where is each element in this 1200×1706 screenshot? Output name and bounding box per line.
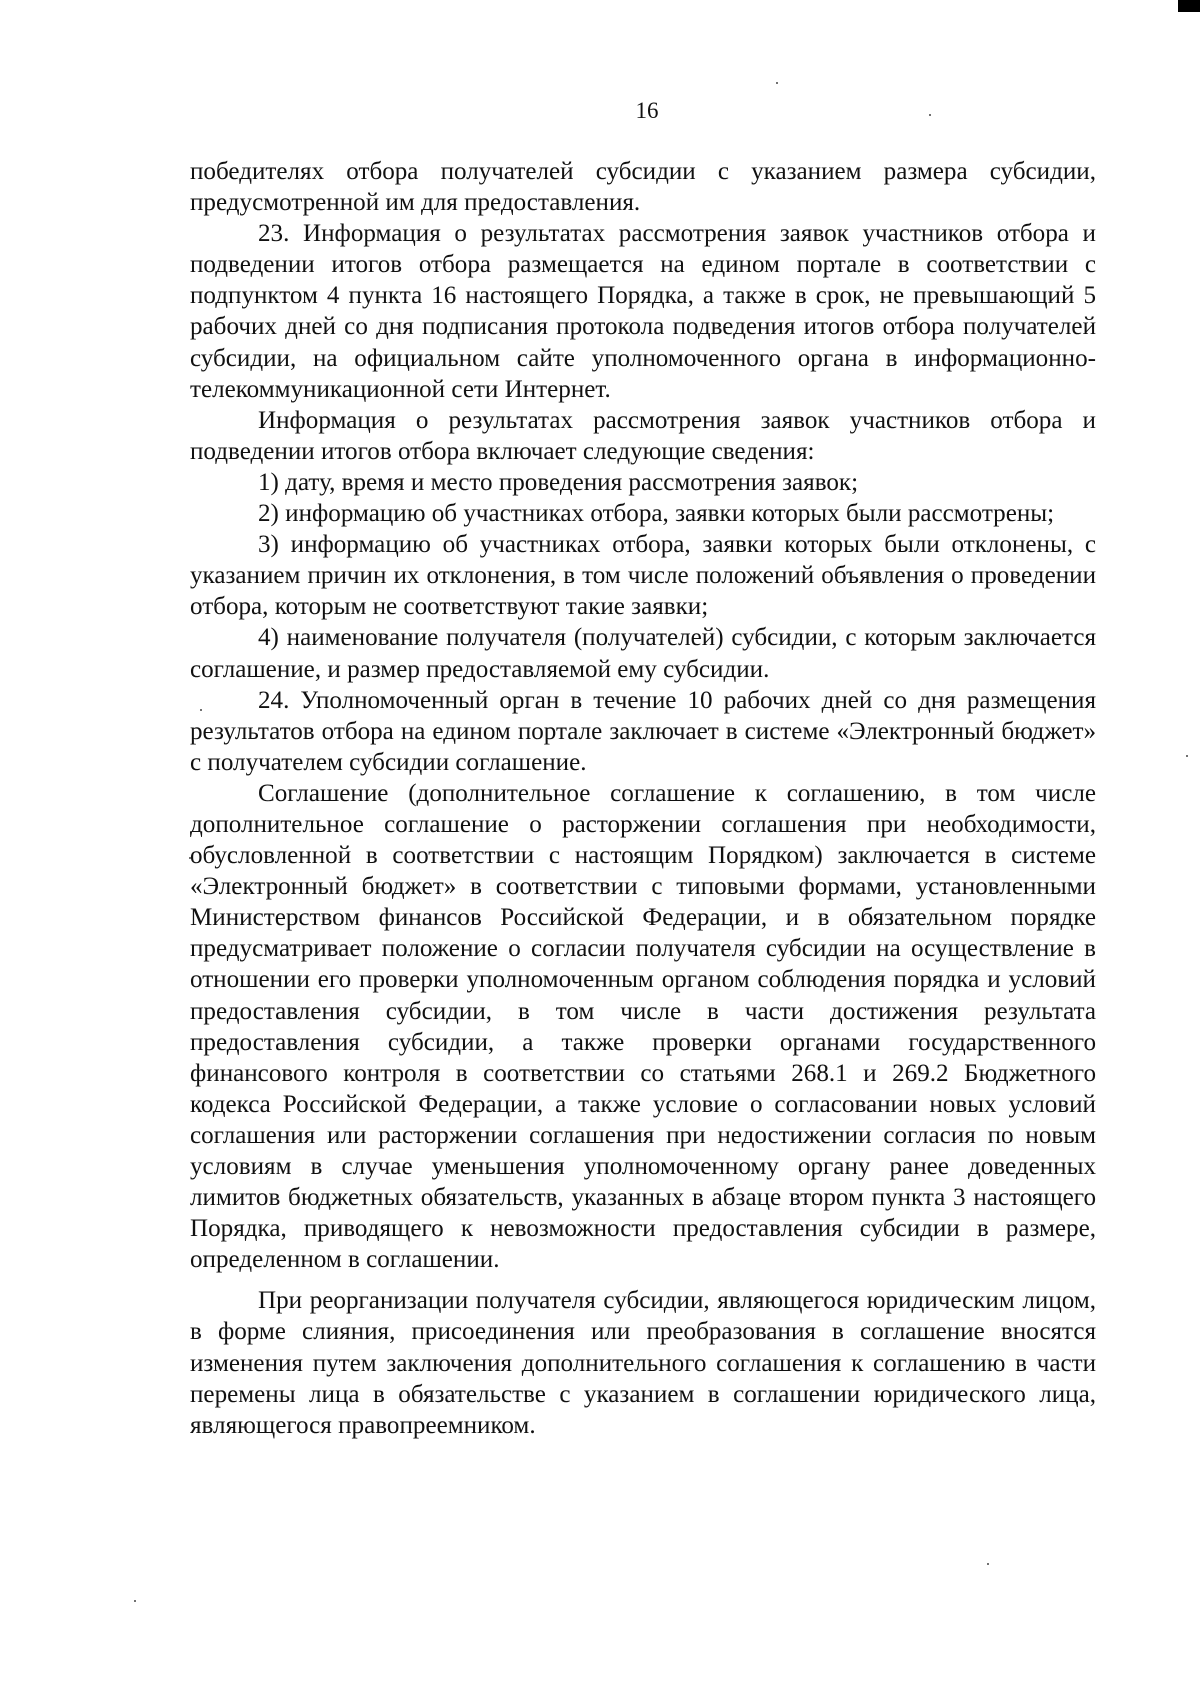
paragraph-info-intro: Информация о результатах рассмотрения заявок участников отбора и подведении итогов отбора включает следующие сведения: (190, 406, 1096, 465)
scan-speck (929, 114, 931, 116)
scan-speck (776, 82, 778, 84)
page-number: 16 (635, 98, 659, 123)
list-item-3: 3) информацию об участниках отбора, заявки которых были отклонены, с указанием причин их отклонения, в том числе положений объявления о проведении отбора, которым не соответствуют такие заявки; (190, 531, 1096, 621)
paragraph-reorganization: При реорганизации получателя субсидии, являющегося юридическим лицом, в форме слияния, присоединения или преобразования в соглашение вносятся изменения путем заключения дополнительного соглашения к соглашению в части перемены лица в обязательстве с указанием в соглашении юридического лица, являющегося правопреемником. (190, 1287, 1096, 1439)
paragraph-item-23: 23. Информация о результатах рассмотрения заявок участников отбора и подведении итогов отбора размещается на едином портале в соответствии с подпунктом 4 пункта 16 настоящего Порядка, а также в срок, не превышающий 5 рабочих дней со дня подписания протокола подведения итогов отбора получателей субсидии, на официальном сайте уполномоченного органа в информационно-телекоммуникационной сети Интернет. (190, 220, 1096, 403)
paragraph-continuation: победителях отбора получателей субсидии с указанием размера субсидии, предусмотренной им для предоставления. (190, 158, 1096, 217)
document-body (190, 156, 1096, 1441)
scan-speck (987, 1563, 989, 1565)
scan-edge-mark (1178, 0, 1200, 12)
scan-speck (1186, 755, 1188, 757)
list-item-1: 1) дату, время и место проведения рассмотрения заявок; (258, 468, 859, 496)
list-item-2: 2) информацию об участниках отбора, заявки которых были рассмотрены; (258, 500, 1055, 528)
paragraph-item-24: 24. Уполномоченный орган в течение 10 рабочих дней со дня размещения результатов отбора на едином портале заключает в системе «Электронный бюджет» с получателем субсидии соглашение. (190, 686, 1096, 776)
list-item-4: 4) наименование получателя (получателей) субсидии, с которым заключается соглашение, и размер предоставляемой ему субсидии. (190, 624, 1096, 683)
scan-speck (134, 1600, 136, 1602)
paragraph-agreement: Соглашение (дополнительное соглашение к соглашению, в том числе дополнительное соглашение о расторжении соглашения при необходимости, обусловленной в соответствии с настоящим Порядком) заключается в системе «Электронный бюджет» в соответствии с типовыми формами, установленными Министерством финансов Российской Федерации, и в обязательном порядке предусматривает положение о согласии получателя субсидии на осуществление в отношении его проверки уполномоченным органом соблюдения порядка и условий предоставления субсидии, в том числе в части достижения результата предоставления субсидии, а также проверки органами государственного финансового контроля в соответствии со статьями 268.1 и 269.2 Бюджетного кодекса Российской Федерации, а также условие о согласовании новых условий соглашения или расторжении соглашения при недостижении согласия по новым условиям в случае уменьшения уполномоченному органу ранее доведенных лимитов бюджетных обязательств, указанных в абзаце втором пункта 3 настоящего Порядка, приводящего к невозможности предоставления субсидии в размере, определенном в соглашении. (190, 779, 1096, 1274)
